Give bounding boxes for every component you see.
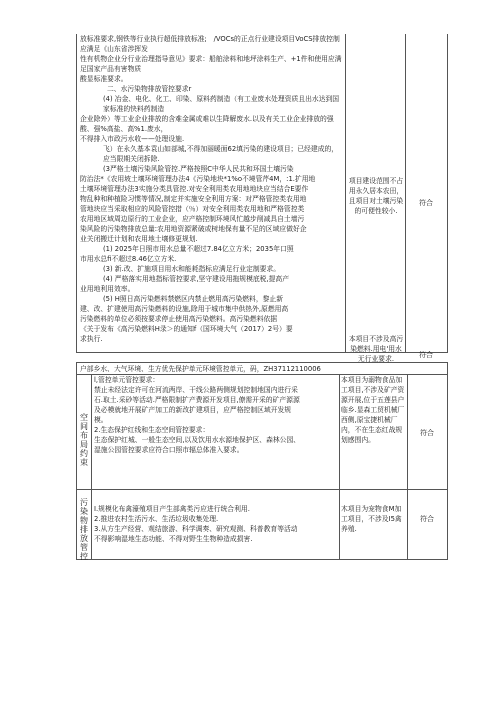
category-label: 空间布局约束 <box>80 413 88 467</box>
category-cell <box>77 375 92 489</box>
unit-header: 户部乡水、大气环境、生方优先保护单元环境管控单元，码，ZH37112110006 <box>77 363 447 375</box>
text-line: (5) H照日高污染燃料禁燃区内禁止燃用高污染燃料，黎止新 <box>103 295 284 303</box>
text-line: 禁止未经法定许可在河流两岸、干线公路两侧规划控制地国内进行采 <box>94 386 298 394</box>
text-line: 2.生态保护红线和生态空间管控要求： <box>94 426 210 434</box>
text-line: (3严格土壤污染风险管控.严格按照C中华人民共和环国土壤污染 <box>103 165 294 173</box>
top-table <box>76 34 448 363</box>
text-line: 不得影响湿地生态功能、不得对野生生物种造成损害. <box>94 535 253 543</box>
text-line: 染风险的污染物排放总量:农用地资源紧破或树地保有量不足的区域应做好企 <box>80 225 307 233</box>
text-line: 物乱种和种植险习惯等情况,制定并实施安全利用方案：对严格管控类农用地 <box>80 195 307 203</box>
text-line: 飞）在永久基本袁山如部城,不得加丽暖面62填污染的建设项目；已经建成的，应当限期关闭拆除. <box>103 145 339 163</box>
text-line: l,管控单元管控要求： <box>94 376 160 384</box>
text-line: 2.推进农村生活污水、生活垃圾收集处理. <box>94 515 219 523</box>
top-table-result-cell <box>405 34 447 359</box>
text-line: 及必模就地开展矿产加工的新改扩建项目，应严格控制区域开发规 <box>94 406 292 414</box>
text-line: 石.取土.采砂等活动.严格限制扩产费源开发项目,僚需开采的矿产源源 <box>94 396 300 404</box>
result-text: 符合 <box>420 429 434 437</box>
text-line: 土壤环境管理办法3实施分类具管控.对安全利用类农用地地块应当结合E要作 <box>80 185 309 193</box>
text-line: 企业除外）等工业企业排放的含难金属或难以生降解废水.以及有关工业企业排放的强酸、强%高盐、高%1.废水， <box>80 115 334 133</box>
text-line: 建、改、扩建使用高污染燃料的设施,除用于城市集中供热外,原燃用高 <box>80 305 289 313</box>
requirements-cell <box>91 375 340 489</box>
result-cell <box>407 375 447 489</box>
conclusion-text: 项目建设范围不占用永久居本农田，且项目对土壤污染的可便性较小. <box>348 177 404 215</box>
conclusion-cell <box>339 490 408 559</box>
table-row <box>77 490 447 559</box>
text-line: (4) 严格落实用地指标管控要求,坚守建设用拖规模底税,提高产 <box>103 275 290 283</box>
requirements-cell <box>91 490 340 559</box>
top-table-conclusion-cell <box>345 34 406 363</box>
text-line: 酸显标准要求。 <box>80 75 128 83</box>
result-text: 符合 <box>419 351 433 359</box>
text-line: 性有机物企业分行业治理指导意见》要求：船舶涂料和地坪涂料生产、+1件和使用应满足国家产品有害物质 <box>80 55 342 73</box>
text-line: 农用地区域周边原行的工业企业，应产格控制环境风忙越步削减具自土墙污 <box>80 215 305 223</box>
top-table-requirements-cell <box>77 34 346 352</box>
text-line: 管地块应当采取相应的风险管控措（％）对安全利用类农用地和严格管控类 <box>80 205 305 213</box>
text-line: (4) 冶金、电化、化工、印染、原料药制造（有工业废水处理资质且出水达到国家标准的快料药制造 <box>103 95 340 113</box>
text-line: I.规模化布禽濠殖项目产生部禽类污应进行统合利用. <box>94 505 250 513</box>
text-line: (3) 新.改、扩施项目用水和能耗指标应满足行业定制要求。 <box>103 265 281 273</box>
text-line: 生态保护红城、一般生态空间,以及饮用水水源地保护区、森林公园、 <box>94 436 301 444</box>
text-line: 模。 <box>94 416 108 424</box>
text-line: 业用地利用效率。 <box>80 285 135 293</box>
conclusion-text: 本项目不涉及高污染燃料.用电'用水无行业要求. <box>348 335 404 363</box>
table-row <box>77 375 447 490</box>
text-line: 不得排入市政污水收——处理设施. <box>80 135 185 143</box>
bottom-table <box>76 362 448 560</box>
text-line: (1) 2025年日照市用水总量不超过7.84亿立方米；2035年口照 <box>103 245 294 253</box>
text-line: 湿施公园管控要求应符合口照市辐总体准入要求。 <box>94 446 244 454</box>
text-line: 3.从方生产经营、观结旅游、科学调奏、研究观测、科普教育等活动 <box>94 525 298 533</box>
section-heading: 二、水污染物排放管控要求r <box>107 85 192 93</box>
result-text: 符合 <box>419 199 433 207</box>
text-line: 市用水总fi不超过8.46亿立方米. <box>80 255 177 263</box>
text-line: 放标准要求,钢铁等行业执行超低排放标准; /VOCs的正点行业建设项目VoCS排放控制应满足《山东省涉挥发 <box>80 35 340 53</box>
conclusion-cell <box>339 375 408 489</box>
conclusion-text: 本项目为溺物食品加工项目,不涉及矿产资源开展,位于五莲县户临乡.显森工贸机械厂西侧,原宝捷机械厂内，不在生态红战规划感围内。 <box>341 376 405 444</box>
category-label: 污染物排放管控 <box>80 498 88 561</box>
result-text: 符合 <box>420 515 434 523</box>
category-cell <box>77 490 92 559</box>
text-line: 求执行. <box>80 335 103 343</box>
conclusion-text: 木项目为宠物食M加工项目，不涉及I5禽养殖. <box>341 505 402 533</box>
text-line: 污染燃料的单位必须按要求停止使用高污染燃料。高污染燃料依据 <box>80 315 278 323</box>
text-line: 《关于发布《高污染燃料H录＞的通知f（国环境大气（2017）2号）要 <box>80 325 293 333</box>
text-line: 业关闭搬迁计划和农用地土壤修更规划. <box>80 235 198 243</box>
result-cell <box>407 490 447 559</box>
text-line: 防治法*《农用坡土壤环境管理办法4《污染地块*1%o不境管芹4M，:1.扩用地 <box>80 175 316 183</box>
